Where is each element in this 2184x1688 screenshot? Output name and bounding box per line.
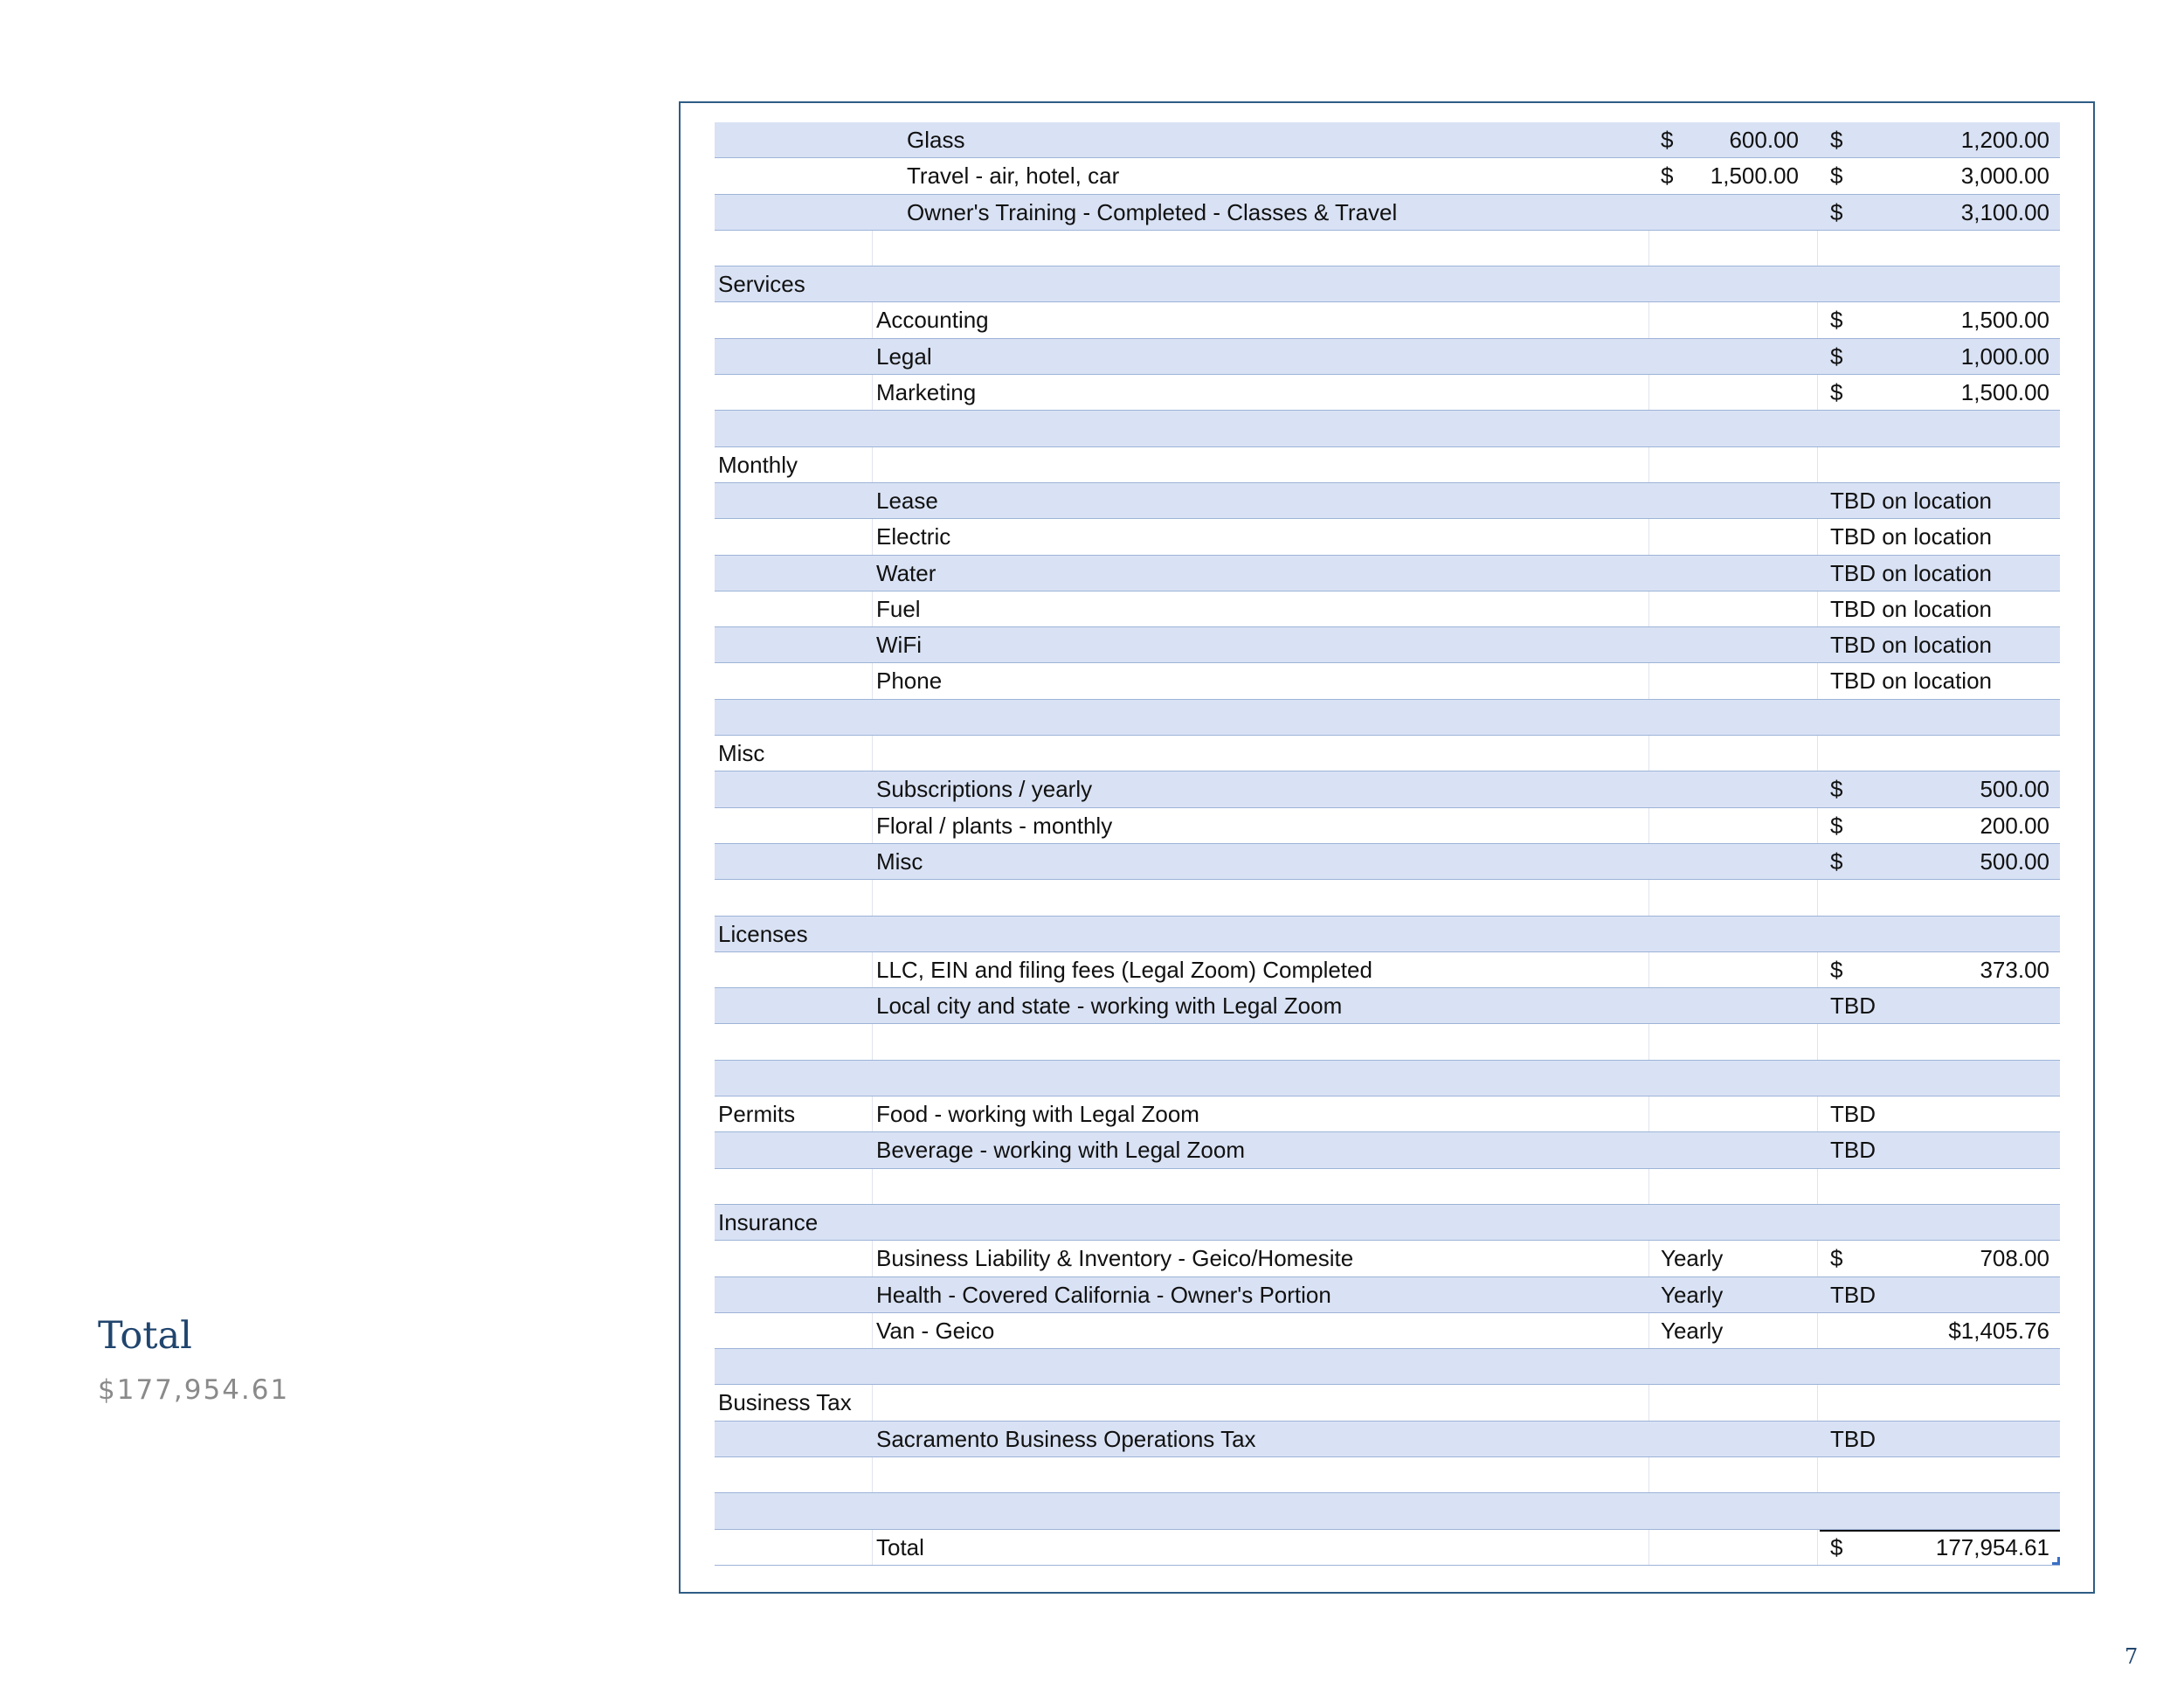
table-row: [715, 880, 2060, 916]
amount-value: 1,500.00: [1960, 379, 2049, 406]
category-row: [715, 1205, 2060, 1241]
table-row: [715, 591, 2060, 627]
amount-value: 200.00: [1980, 812, 2049, 839]
item-label: Local city and state - working with Legal Zoom: [876, 993, 1343, 1020]
item-label: Business Liability & Inventory - Geico/Homesite: [876, 1245, 1354, 1272]
column-divider: [1817, 591, 1818, 626]
column-divider: [1817, 1313, 1818, 1348]
table-row: [715, 122, 2060, 158]
amount-currency: $: [1830, 127, 1843, 153]
item-label: Accounting: [876, 307, 989, 334]
item-label: Lease: [876, 487, 938, 514]
column-divider: [1817, 808, 1818, 843]
total-row: [715, 1530, 2060, 1566]
amount-currency: $: [1830, 812, 1843, 839]
category-row: [715, 447, 2060, 483]
item-label: Legal: [876, 342, 932, 370]
table-row: [715, 195, 2060, 231]
table-row: [715, 556, 2060, 591]
item-label: LLC, EIN and filing fees (Legal Zoom) Completed: [876, 956, 1372, 983]
column-divider: [1817, 952, 1818, 987]
table-row: [715, 771, 2060, 807]
category-row: [715, 266, 2060, 302]
amount-currency: $: [1830, 847, 1843, 875]
column-divider: [1817, 519, 1818, 554]
column-divider: [1817, 1241, 1818, 1276]
table-row: [715, 988, 2060, 1024]
summary-total-amount: $177,954.61: [98, 1374, 290, 1406]
amount-value: 3,100.00: [1960, 198, 2049, 225]
amount-text: TBD on location: [1830, 595, 1992, 622]
table-row: [715, 483, 2060, 519]
table-row: [715, 411, 2060, 446]
table-row: [715, 1169, 2060, 1205]
amount-value: 1,000.00: [1960, 342, 2049, 370]
column-divider: [1817, 231, 1818, 266]
budget-table-frame: [679, 101, 2095, 1594]
table-row: [715, 339, 2060, 375]
category-row: [715, 736, 2060, 771]
summary-total: [98, 1314, 290, 1406]
amount-text: TBD on location: [1830, 487, 1992, 514]
column-divider: [1817, 1169, 1818, 1204]
category-label: Licenses: [718, 920, 808, 947]
amount-currency: $: [1830, 1245, 1843, 1272]
amount-value: $1,405.76: [1948, 1317, 2049, 1344]
item-label: Electric: [876, 523, 951, 550]
item-label: Travel - air, hotel, car: [907, 163, 1120, 190]
unit-cost-value: 600.00: [1729, 127, 1799, 153]
table-row: [715, 1422, 2060, 1457]
category-label: Permits: [718, 1101, 796, 1128]
item-label: Van - Geico: [876, 1317, 995, 1344]
amount-currency: $: [1830, 956, 1843, 983]
table-row: [715, 1241, 2060, 1276]
category-label: Monthly: [718, 451, 798, 478]
column-divider: [1817, 447, 1818, 482]
frequency-cell: Yearly: [1661, 1317, 1724, 1344]
amount-value: 1,200.00: [1960, 127, 2049, 153]
column-divider: [1817, 1385, 1818, 1420]
amount-value: 500.00: [1980, 847, 2049, 875]
amount-currency: $: [1830, 776, 1843, 803]
item-label: Marketing: [876, 379, 977, 406]
item-label: Misc: [876, 847, 923, 875]
amount-value: 1,500.00: [1960, 307, 2049, 334]
total-rule: [1820, 1530, 2060, 1532]
amount-value: 373.00: [1980, 956, 2049, 983]
amount-value: 177,954.61: [1935, 1533, 2049, 1560]
frequency-cell: Yearly: [1661, 1245, 1724, 1272]
amount-value: 500.00: [1980, 776, 2049, 803]
table-row: [715, 952, 2060, 988]
table-row: [715, 808, 2060, 844]
amount-currency: $: [1830, 342, 1843, 370]
unit-cost-currency: $: [1661, 127, 1674, 153]
amount-text: TBD on location: [1830, 668, 1992, 695]
amount-text: TBD: [1830, 993, 1876, 1020]
item-label: Fuel: [876, 595, 921, 622]
table-row: [715, 302, 2060, 338]
table-row: [715, 375, 2060, 411]
unit-cost-value: 1,500.00: [1710, 163, 1799, 190]
table-row: [715, 158, 2060, 194]
amount-currency: $: [1830, 163, 1843, 190]
category-label: Misc: [718, 740, 765, 767]
table-row: [715, 1061, 2060, 1097]
table-row: [715, 1457, 2060, 1493]
table-row: [715, 1493, 2060, 1529]
item-label: Health - Covered California - Owner's Portion: [876, 1281, 1331, 1308]
amount-text: TBD on location: [1830, 559, 1992, 586]
table-row: [715, 1349, 2060, 1385]
category-row: [715, 1385, 2060, 1421]
table-row: [715, 1024, 2060, 1060]
amount-text: TBD on location: [1830, 632, 1992, 659]
column-divider: [1817, 663, 1818, 698]
column-divider: [1817, 1024, 1818, 1059]
amount-text: TBD on location: [1830, 523, 1992, 550]
item-label: Floral / plants - monthly: [876, 812, 1113, 839]
amount-currency: $: [1830, 379, 1843, 406]
cell-selection-handle-icon[interactable]: [2052, 1557, 2060, 1565]
item-label: Subscriptions / yearly: [876, 776, 1093, 803]
amount-currency: $: [1830, 1533, 1843, 1560]
column-divider: [1817, 375, 1818, 410]
category-label: Services: [718, 271, 805, 298]
summary-total-title: Total: [98, 1314, 192, 1358]
amount-text: TBD: [1830, 1101, 1876, 1128]
table-row: [715, 519, 2060, 555]
column-divider: [1817, 1097, 1818, 1131]
category-row: [715, 917, 2060, 952]
item-label: Owner's Training - Completed - Classes & Travel: [907, 198, 1398, 225]
column-divider: [1817, 880, 1818, 915]
item-label: Food - working with Legal Zoom: [876, 1101, 1199, 1128]
category-label: Insurance: [718, 1208, 819, 1235]
table-row: [715, 1313, 2060, 1349]
frequency-cell: Yearly: [1661, 1281, 1724, 1308]
table-row: [715, 231, 2060, 266]
item-label: Beverage - working with Legal Zoom: [876, 1137, 1245, 1164]
table-row: [715, 1277, 2060, 1313]
page-number: 7: [2125, 1644, 2139, 1669]
item-label: WiFi: [876, 632, 922, 659]
column-divider: [1817, 1530, 1818, 1565]
amount-currency: $: [1830, 198, 1843, 225]
table-row: [715, 700, 2060, 736]
table-row: [715, 844, 2060, 880]
amount-text: TBD: [1830, 1425, 1876, 1452]
item-label: Total: [876, 1533, 924, 1560]
table-row: [715, 627, 2060, 663]
unit-cost-currency: $: [1661, 163, 1674, 190]
table-row: [715, 1132, 2060, 1168]
category-label: Business Tax: [718, 1389, 852, 1416]
amount-value: 3,000.00: [1960, 163, 2049, 190]
item-label: Glass: [907, 127, 965, 153]
amount-currency: $: [1830, 307, 1843, 334]
amount-value: 708.00: [1980, 1245, 2049, 1272]
budget-table: [715, 122, 2060, 1566]
amount-text: TBD: [1830, 1137, 1876, 1164]
column-divider: [1817, 302, 1818, 337]
item-label: Phone: [876, 668, 943, 695]
item-label: Sacramento Business Operations Tax: [876, 1425, 1256, 1452]
column-divider: [1817, 1457, 1818, 1492]
item-label: Water: [876, 559, 936, 586]
amount-text: TBD: [1830, 1281, 1876, 1308]
column-divider: [1817, 736, 1818, 771]
table-row: [715, 1097, 2060, 1132]
table-row: [715, 663, 2060, 699]
